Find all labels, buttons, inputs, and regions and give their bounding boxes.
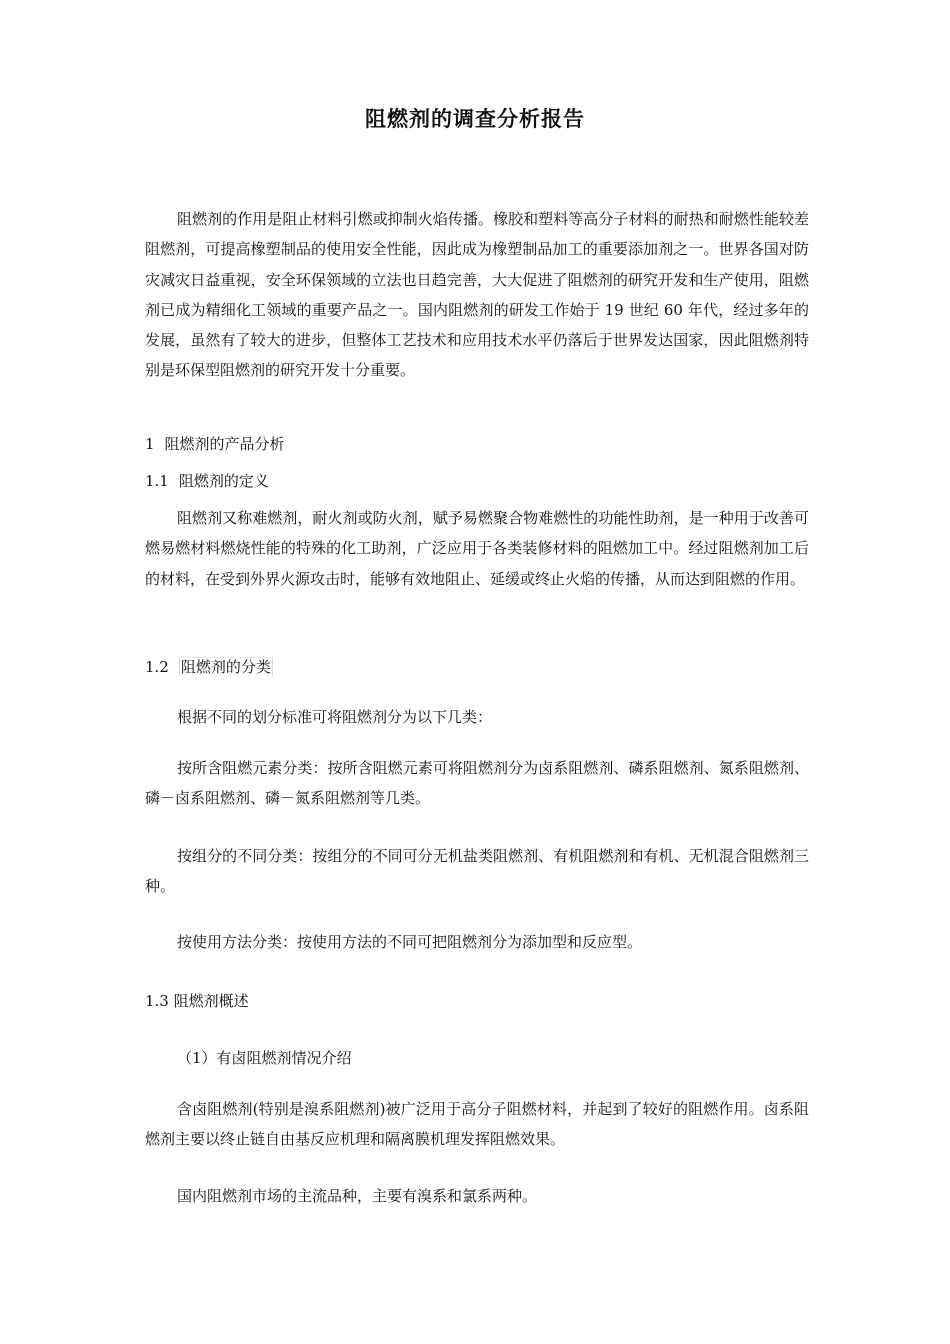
classification-by-element: 按所含阻燃元素分类：按所含阻燃元素可将阻燃剂分为卤系阻燃剂、磷系阻燃剂、氮系阻燃剂、磷－卤系阻燃剂、磷－氮系阻燃剂等几类。 <box>145 759 809 808</box>
section-1-2-number: 1.2 <box>145 658 169 676</box>
definition-paragraph: 阻燃剂又称难燃剂，耐火剂或防火剂，赋予易燃聚合物难燃性的功能性助剂，是一种用于改善可燃易燃材料燃烧性能的特殊的化工助剂，广泛应用于各类装修材料的阻燃加工中。经过阻燃剂加工后的材料，在受到外界火源攻击时，能够有效地阻止、延缓或终止火焰的传播，从而达到阻燃的作用。 <box>145 509 809 588</box>
section-1-heading <box>145 429 809 459</box>
intro-paragraph: 阻燃剂的作用是阻止材料引燃或抑制火焰传播。橡胶和塑料等高分子材料的耐热和耐燃性能较差阻燃剂，可提高橡塑制品的使用安全性能，因此成为橡塑制品加工的重要添加剂之一。世界各国对防灾减灾日益重视，安全环保领域的立法也日趋完善，大大促进了阻燃剂的研究开发和生产使用，阻燃剂已成为精细化工领域的重要产品之一。国内阻燃剂的研发工作始于 19 世纪 60 年代，经过多年的发展，虽然有了较大的进步，但整体工艺技术和应用技术水平仍落后于世界发达国家，因此阻燃剂特别是环保型阻燃剂的研究开发十分重要。 <box>145 210 809 380</box>
section-1-number: 1 <box>145 435 155 453</box>
classification-by-component: 按组分的不同分类：按组分的不同可分无机盐类阻燃剂、有机阻燃剂和有机、无机混合阻燃剂三种。 <box>145 847 809 896</box>
classification-lead: 根据不同的划分标准可将阻燃剂分为以下几类： <box>177 708 493 726</box>
halogen-subheading: （1）有卤阻燃剂情况介绍 <box>177 1049 352 1067</box>
section-1-2-heading <box>145 652 809 682</box>
market-paragraph: 国内阻燃剂市场的主流品种，主要有溴系和氯系两种。 <box>177 1187 538 1205</box>
section-1-3-heading: 1.3 阻燃剂概述 <box>145 992 249 1010</box>
section-1-1-number: 1.1 <box>145 472 169 490</box>
section-1-1-heading <box>145 466 809 496</box>
section-1-2-title: 阻燃剂的分类 <box>180 658 271 676</box>
halogen-paragraph: 含卤阻燃剂(特别是溴系阻燃剂)被广泛用于高分子阻燃材料，并起到了较好的阻燃作用。卤系阻燃剂主要以终止链自由基反应机理和隔离膜机理发挥阻燃效果。 <box>145 1100 809 1149</box>
section-1-1-title: 阻燃剂的定义 <box>178 472 269 490</box>
classification-by-method: 按使用方法分类：按使用方法的不同可把阻燃剂分为添加型和反应型。 <box>177 933 643 951</box>
section-1-title: 阻燃剂的产品分析 <box>164 435 285 453</box>
document-title: 阻燃剂的调查分析报告 <box>365 107 585 131</box>
